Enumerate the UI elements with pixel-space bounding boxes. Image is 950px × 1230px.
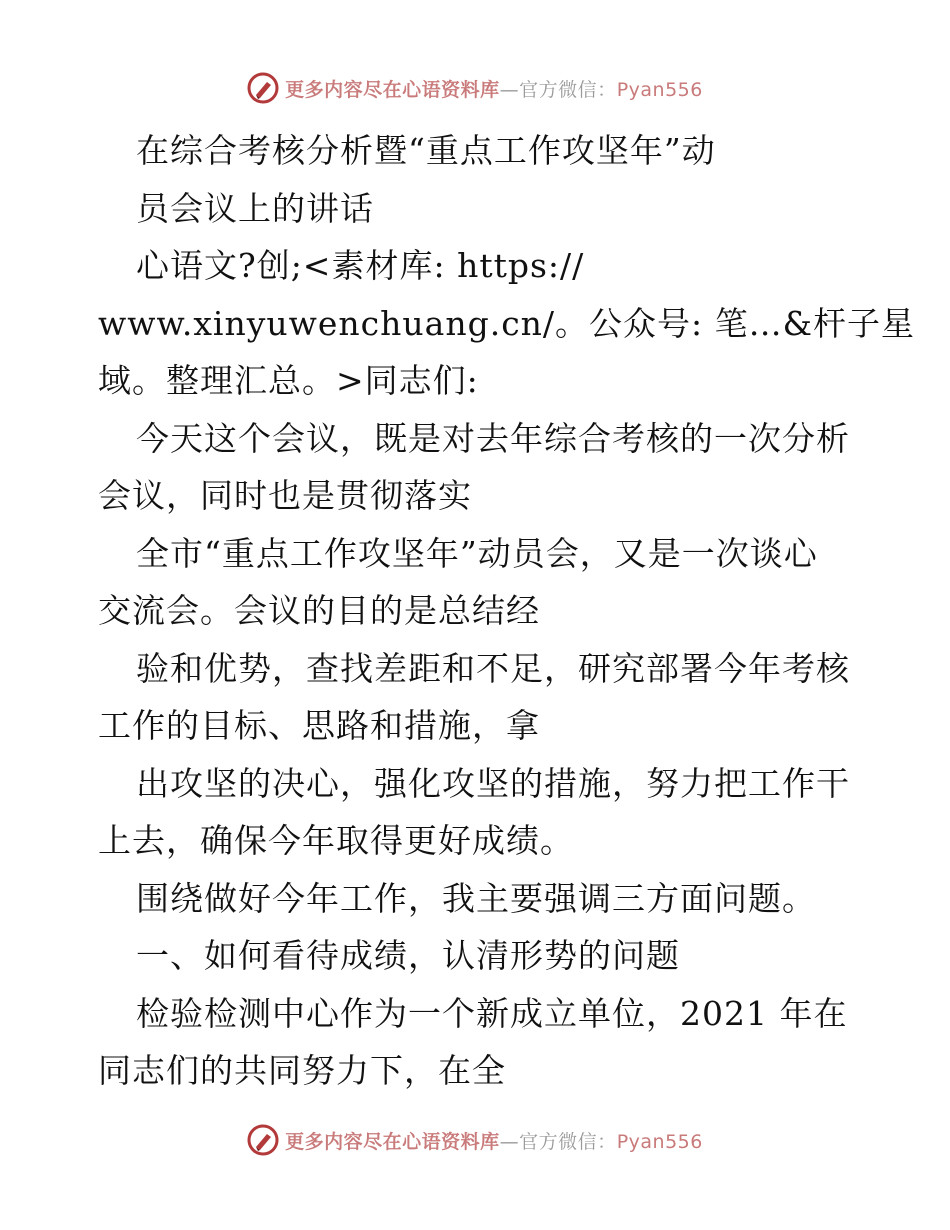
paragraph-line: 交流会。会议的目的是总结经	[98, 591, 540, 630]
paragraph-line: 检验检测中心作为一个新成立单位，2021 年在	[136, 993, 848, 1033]
paragraph-line: 心语文?创;<素材库: https://	[136, 246, 585, 285]
pen-logo-icon	[247, 72, 279, 104]
paragraph-line: 验和优势，查找差距和不足，研究部署今年考核	[136, 648, 850, 688]
paragraph-line: 域。整理汇总。>同志们:	[98, 361, 479, 400]
banner-dash: —	[499, 78, 520, 101]
banner-dash: —	[499, 1130, 520, 1153]
banner-wechat-id: Pyan556	[616, 78, 703, 101]
footer-banner	[0, 1122, 950, 1158]
pen-logo-icon	[247, 1124, 279, 1156]
banner-wechat-label: 官方微信：	[519, 1130, 617, 1153]
paragraph-line: 出攻坚的决心，强化攻坚的措施，努力把工作干	[136, 763, 850, 803]
paragraph-line: 今天这个会议，既是对去年综合考核的一次分析	[136, 418, 850, 458]
paragraph-line: 员会议上的讲话	[136, 188, 374, 228]
paragraph-line: 上去，确保今年取得更好成绩。	[98, 821, 574, 860]
paragraph-line: 工作的目标、思路和措施，拿	[98, 706, 540, 745]
banner-library-text: 更多内容尽在心语资料库	[285, 78, 500, 101]
paragraph-line: 同志们的共同努力下，在全	[98, 1051, 506, 1090]
paragraph-line: 围绕做好今年工作，我主要强调三方面问题。	[136, 878, 816, 918]
paragraph-line: 全市“重点工作攻坚年”动员会，又是一次谈心	[136, 533, 818, 573]
section-heading: 一、如何看待成绩，认清形势的问题	[136, 936, 680, 975]
paragraph-line: 会议，同时也是贯彻落实	[98, 476, 472, 515]
header-banner-text	[285, 75, 703, 102]
header-banner	[0, 70, 950, 106]
banner-wechat-label: 官方微信：	[519, 78, 617, 101]
banner-library-text: 更多内容尽在心语资料库	[285, 1130, 500, 1153]
document-body	[98, 122, 916, 1100]
footer-banner-text	[285, 1127, 703, 1154]
banner-wechat-id: Pyan556	[616, 1130, 703, 1153]
paragraph-line: 在综合考核分析暨“重点工作攻坚年”动	[136, 131, 716, 170]
paragraph-line: www.xinyuwenchuang.cn/。公众号: 笔…&杆子星	[98, 303, 916, 343]
